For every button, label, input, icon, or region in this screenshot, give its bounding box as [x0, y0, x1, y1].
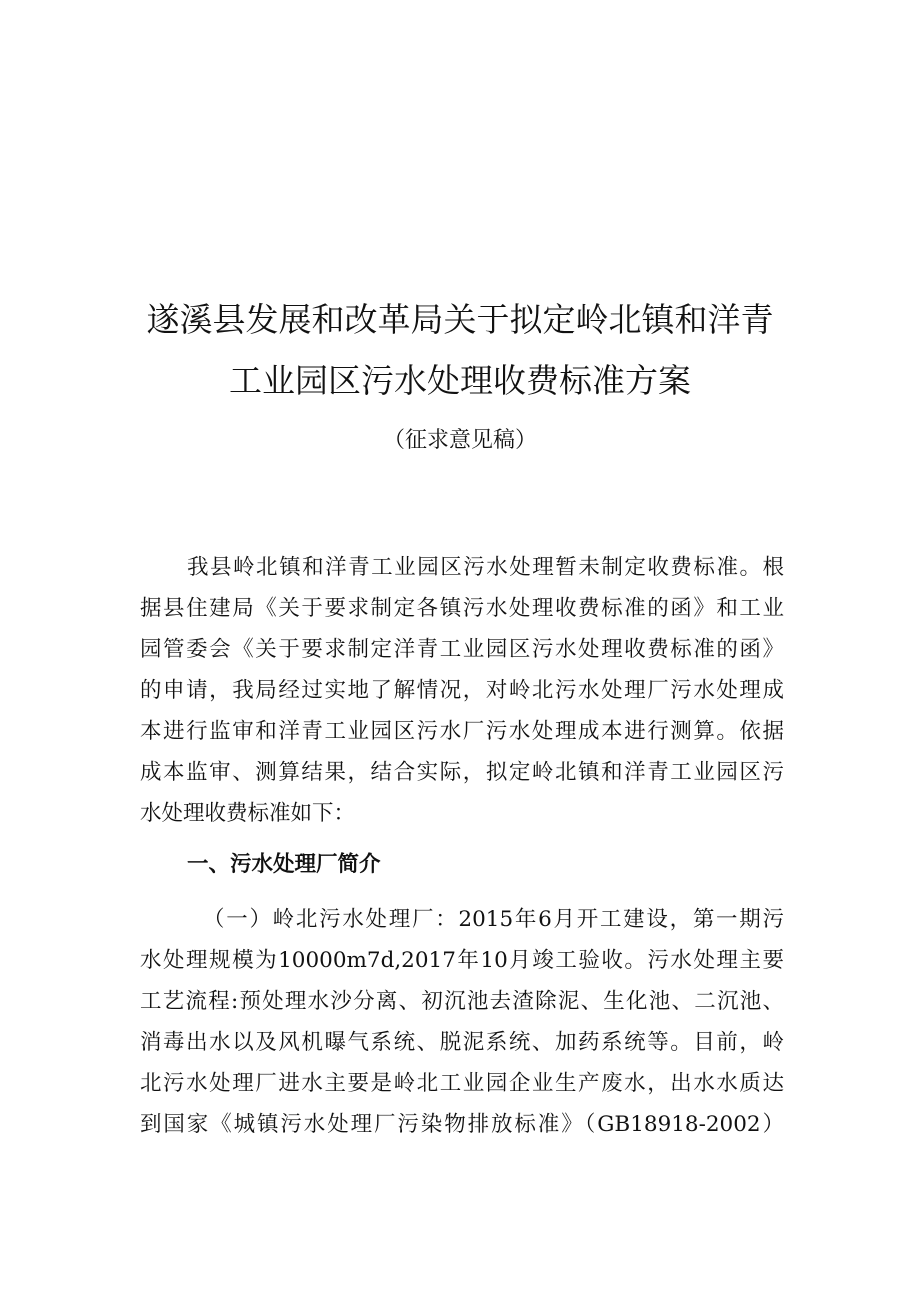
paragraph-2-line: （一）岭北污水处理厂：2015年6月开工建设，第一期污 [203, 907, 784, 932]
paragraph-2-line: 到国家《城镇污水处理厂污染物排放标准》（GB18918-2002） [140, 1112, 784, 1137]
paragraph-2-line: 工艺流程:预处理水沙分离、初沉池去渣除泥、生化池、二沉池、 [140, 989, 784, 1014]
paragraph-1-line: 成本监审、测算结果，结合实际，拟定岭北镇和洋青工业园区污 [140, 760, 784, 785]
paragraph-1-line: 我县岭北镇和洋青工业园区污水处理暂未制定收费标准。根 [187, 555, 784, 580]
paragraph-2-line: 水处理规模为10000m7d,2017年10月竣工验收。污水处理主要 [140, 948, 784, 973]
section-heading: 一、污水处理厂简介 [187, 852, 381, 877]
paragraph-2-line: 消毒出水以及风机曝气系统、脱泥系统、加药系统等。目前，岭 [140, 1030, 784, 1055]
document-title-line-1: 遂溪县发展和改革局关于拟定岭北镇和洋青 [146, 300, 774, 339]
paragraph-2-line: 北污水处理厂进水主要是岭北工业园企业生产废水，出水水质达 [140, 1071, 784, 1096]
paragraph-1-line: 据县住建局《关于要求制定各镇污水处理收费标准的函》和工业 [140, 596, 784, 621]
paragraph-1-line: 园管委会《关于要求制定洋青工业园区污水处理收费标准的函》 [140, 637, 784, 662]
document-subtitle: （征求意见稿） [382, 428, 537, 453]
paragraph-1-line: 本进行监审和洋青工业园区污水厂污水处理成本进行测算。依据 [140, 719, 784, 744]
paragraph-1-line: 的申请，我局经过实地了解情况，对岭北污水处理厂污水处理成 [140, 678, 784, 703]
paragraph-1-line: 水处理收费标准如下： [140, 801, 356, 826]
document-title-line-2: 工业园区污水处理收费标准方案 [229, 361, 691, 400]
